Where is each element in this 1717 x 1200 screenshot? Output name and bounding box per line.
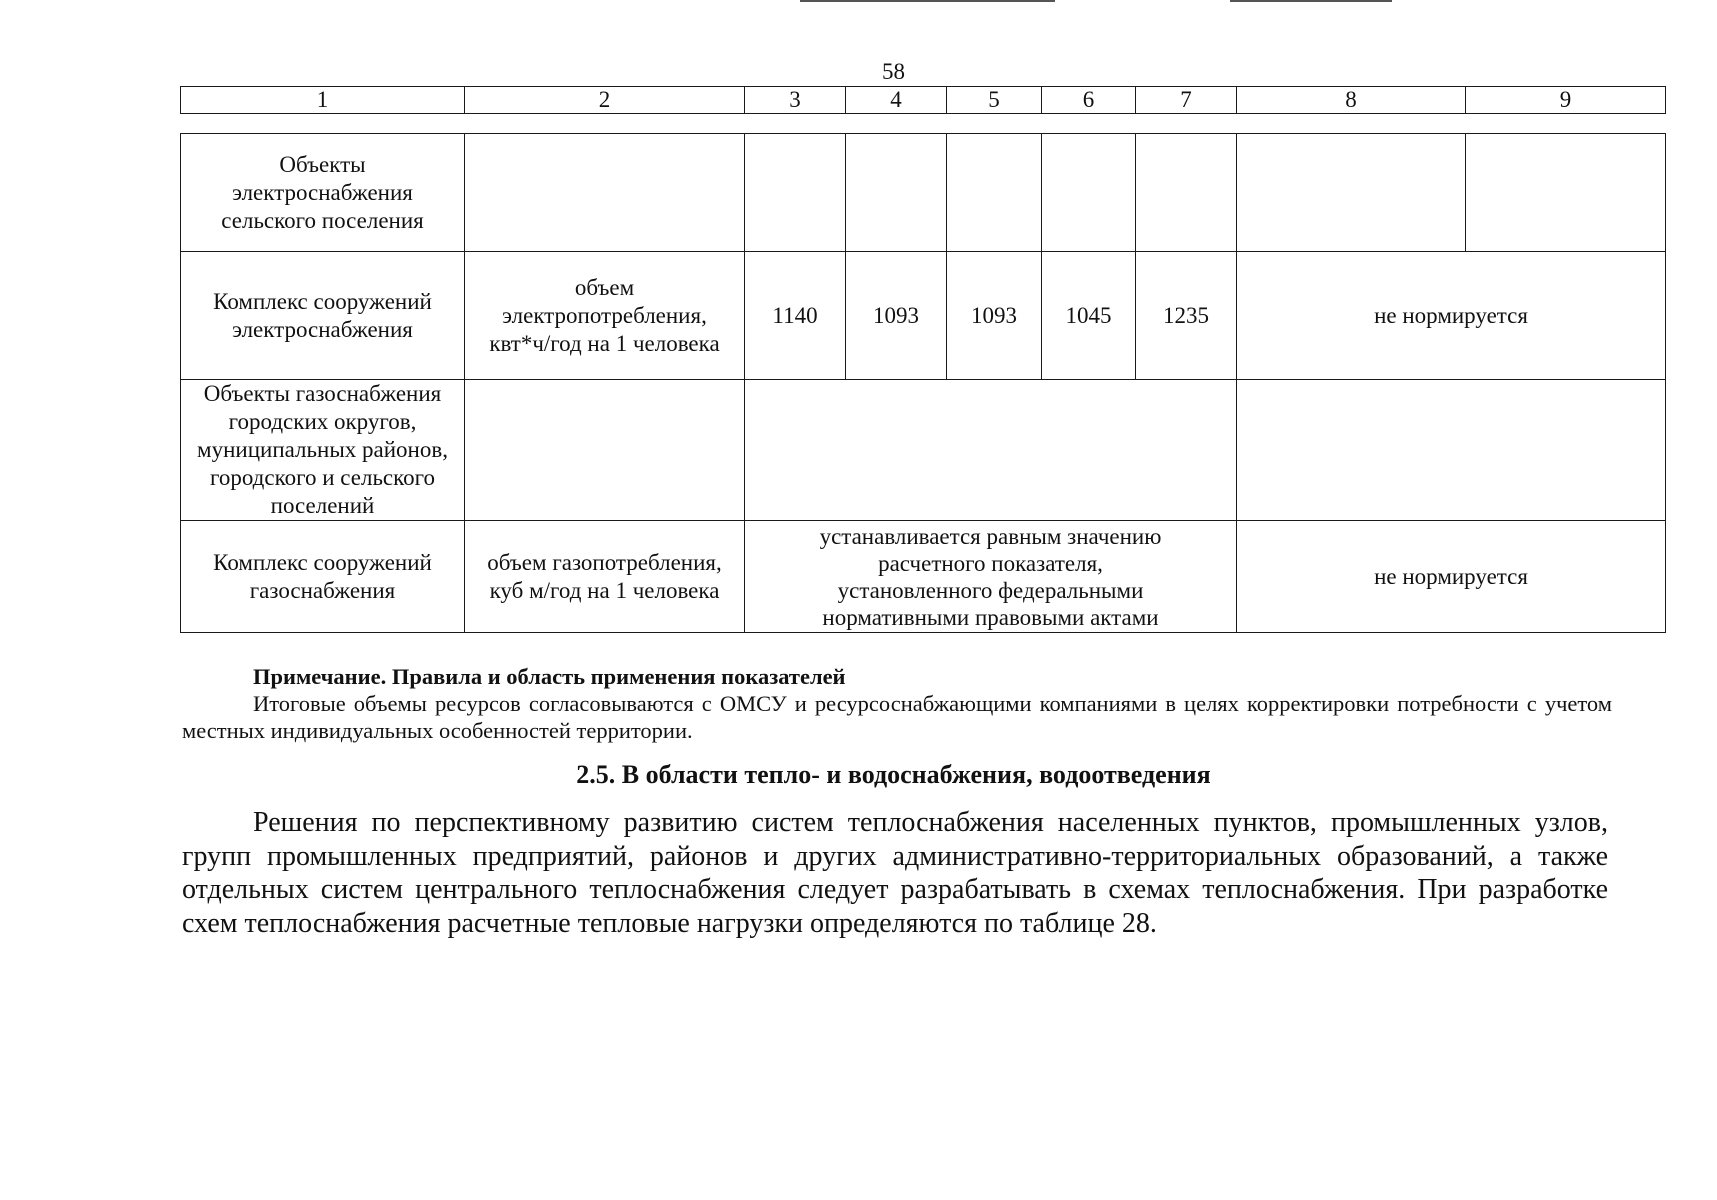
table-row	[181, 134, 1666, 252]
column-number-7: 7	[1136, 87, 1237, 114]
merged-value-cell: устанавливается равным значению расчетного показателя, установленного федеральными нормативными правовыми актами	[745, 521, 1237, 633]
empty-cell	[1136, 134, 1237, 252]
scan-edge-line-right	[1230, 0, 1392, 2]
column-number-9: 9	[1466, 87, 1666, 114]
status-cell: не нормируется	[1237, 521, 1666, 633]
column-number-header	[180, 86, 1666, 114]
column-number-2: 2	[465, 87, 745, 114]
empty-cell	[1466, 134, 1666, 252]
value-cell-3: 1140	[745, 252, 846, 380]
scan-edge-line-left	[800, 0, 1055, 2]
page-number: 58	[882, 59, 905, 84]
column-number-8: 8	[1237, 87, 1466, 114]
empty-cell	[465, 380, 745, 521]
table-row	[181, 521, 1666, 633]
column-number-5: 5	[947, 87, 1042, 114]
row-label: Комплекс сооружений электроснабжения	[181, 252, 465, 380]
empty-cell	[745, 134, 846, 252]
value-cell-6: 1045	[1042, 252, 1136, 380]
empty-cell	[1237, 134, 1466, 252]
body-paragraph: Решения по перспективному развитию систем теплоснабжения населенных пунктов, промышленных узлов, групп промышленных предприятий, районов и других административно-территориальных образований, а также отдельных систем центрального теплоснабжения следует разрабатывать в схемах теплоснабжения. При разработке схем теплоснабжения расчетные тепловые нагрузки определяются по таблице 28.	[182, 807, 1608, 939]
indicator-cell: объем электропотребления, квт*ч/год на 1 человека	[465, 252, 745, 380]
empty-cell	[846, 134, 947, 252]
row-label: Объекты газоснабжения городских округов, муниципальных районов, городского и сельского поселений	[181, 380, 465, 521]
section-heading: 2.5. В области тепло- и водоснабжения, водоотведения	[576, 760, 1211, 789]
value-cell-4: 1093	[846, 252, 947, 380]
indicators-table	[180, 133, 1666, 633]
empty-cell	[1042, 134, 1136, 252]
row-label: Объекты электроснабжения сельского поселения	[181, 134, 465, 252]
column-number-1: 1	[181, 87, 465, 114]
empty-merged-cell	[1237, 380, 1666, 521]
status-cell: не нормируется	[1237, 252, 1666, 380]
row-label: Комплекс сооружений газоснабжения	[181, 521, 465, 633]
empty-merged-cell	[745, 380, 1237, 521]
value-cell-7: 1235	[1136, 252, 1237, 380]
value-cell-5: 1093	[947, 252, 1042, 380]
note-title: Примечание. Правила и область применения показателей	[253, 664, 846, 689]
empty-cell	[465, 134, 745, 252]
table-row	[181, 380, 1666, 521]
column-number-6: 6	[1042, 87, 1136, 114]
column-number-3: 3	[745, 87, 846, 114]
column-number-4: 4	[846, 87, 947, 114]
note-text: Итоговые объемы ресурсов согласовываются с ОМСУ и ресурсоснабжающими компаниями в целях корректировки потребности с учетом местных индивидуальных особенностей территории.	[182, 691, 1612, 743]
empty-cell	[947, 134, 1042, 252]
table-row	[181, 252, 1666, 380]
indicator-cell: объем газопотребления, куб м/год на 1 человека	[465, 521, 745, 633]
